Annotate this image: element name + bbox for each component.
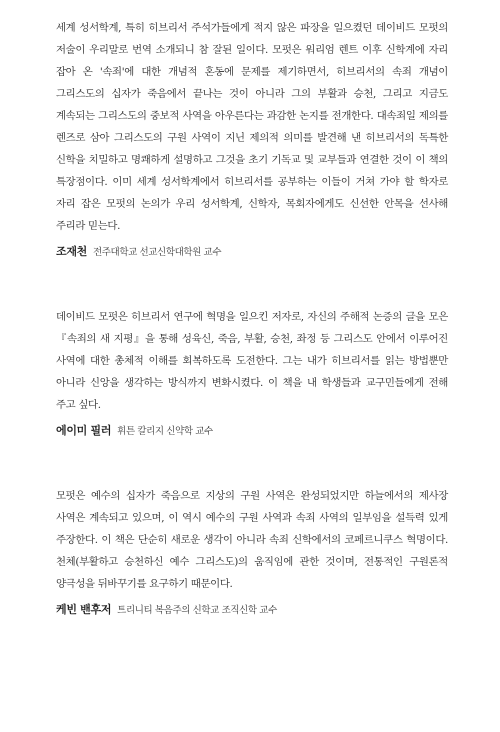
endorsement-text: 데이비드 모펏은 히브리서 연구에 혁명을 일으킨 저자로, 자신의 주해적 논증의 글을 모은 『속죄의 새 지평』을 통해 성육신, 죽음, 부활, 승천, 좌정 등 그리스도 안에서 이루어진 사역에 대한 총체적 이해를 회복하도록 도전한다. 그는 내가 히브리서를 읽는 방법뿐만 아니라 신앙을 생각하는 방식까지 변화시켰다. 이 책을 내 학생들과 교구민들에게 전해 주고 싶다. [56, 311, 448, 411]
author-title: 트리니티 복음주의 신학교 조직신학 교수 [117, 605, 277, 616]
author-name: 조재천 [56, 245, 87, 258]
author-title: 전주대학교 선교신학대학원 교수 [92, 247, 222, 258]
endorsements-page [56, 17, 448, 622]
endorsement-text: 모펏은 예수의 십자가 죽음으로 지상의 구원 사역은 완성되었지만 하늘에서의 제사장 사역은 계속되고 있으며, 이 역시 예수의 구원 사역과 속죄 사역의 일부임을 설득력 있게 주장한다. 이 책은 단순히 새로운 생각이 아니라 속죄 신학에서의 코페르니쿠스 혁명이다. 천체(부활하고 승천하신 예수 그리스도)의 움직임에 관한 것이며, 전통적인 구원론적 양극성을 뒤바꾸기를 요구하기 때문이다. [56, 490, 448, 590]
endorsement-text: 세계 성서학계, 특히 히브리서 주석가들에게 적지 않은 파장을 일으켰던 데이비드 모펏의 저술이 우리말로 번역 소개되니 참 잘된 일이다. 모펏은 워리엄 렌트 이후 신학계에 자리 잡아 온 '속죄'에 대한 개념적 혼동에 문제를 제기하면서, 히브리서의 속죄 개념이 그리스도의 십자가 죽음에서 끝나는 것이 아니라 그의 부활과 승천, 그리고 지금도 계속되는 그리스도의 중보적 사역을 아우른다는 과감한 논지를 전개한다. 대속죄일 제의를 렌즈로 삼아 그리스도의 구원 사역이 지닌 제의적 의미를 발견해 낸 히브리서의 독특한 신학을 치밀하고 명쾌하게 설명하고 그것을 초기 기독교 및 교부들과 연결한 것이 이 책의 특장점이다. 이미 세계 성서학계에서 히브리서를 공부하는 이들이 거쳐 가야 할 학자로 자리 잡은 모펏의 논의가 우리 성서학계, 신학자, 목회자에게도 신선한 안목을 선사해 주리라 믿는다. [56, 22, 448, 232]
endorsement-attribution [56, 239, 448, 264]
endorsement-attribution [56, 418, 448, 443]
endorsement-attribution [56, 597, 448, 622]
endorsement-1 [56, 17, 448, 264]
author-title: 휘튼 칼리지 신약학 교수 [117, 426, 213, 437]
endorsement-2 [56, 306, 448, 443]
author-name: 케빈 밴후저 [56, 603, 112, 616]
author-name: 에이미 필러 [56, 424, 112, 437]
endorsement-3 [56, 485, 448, 622]
